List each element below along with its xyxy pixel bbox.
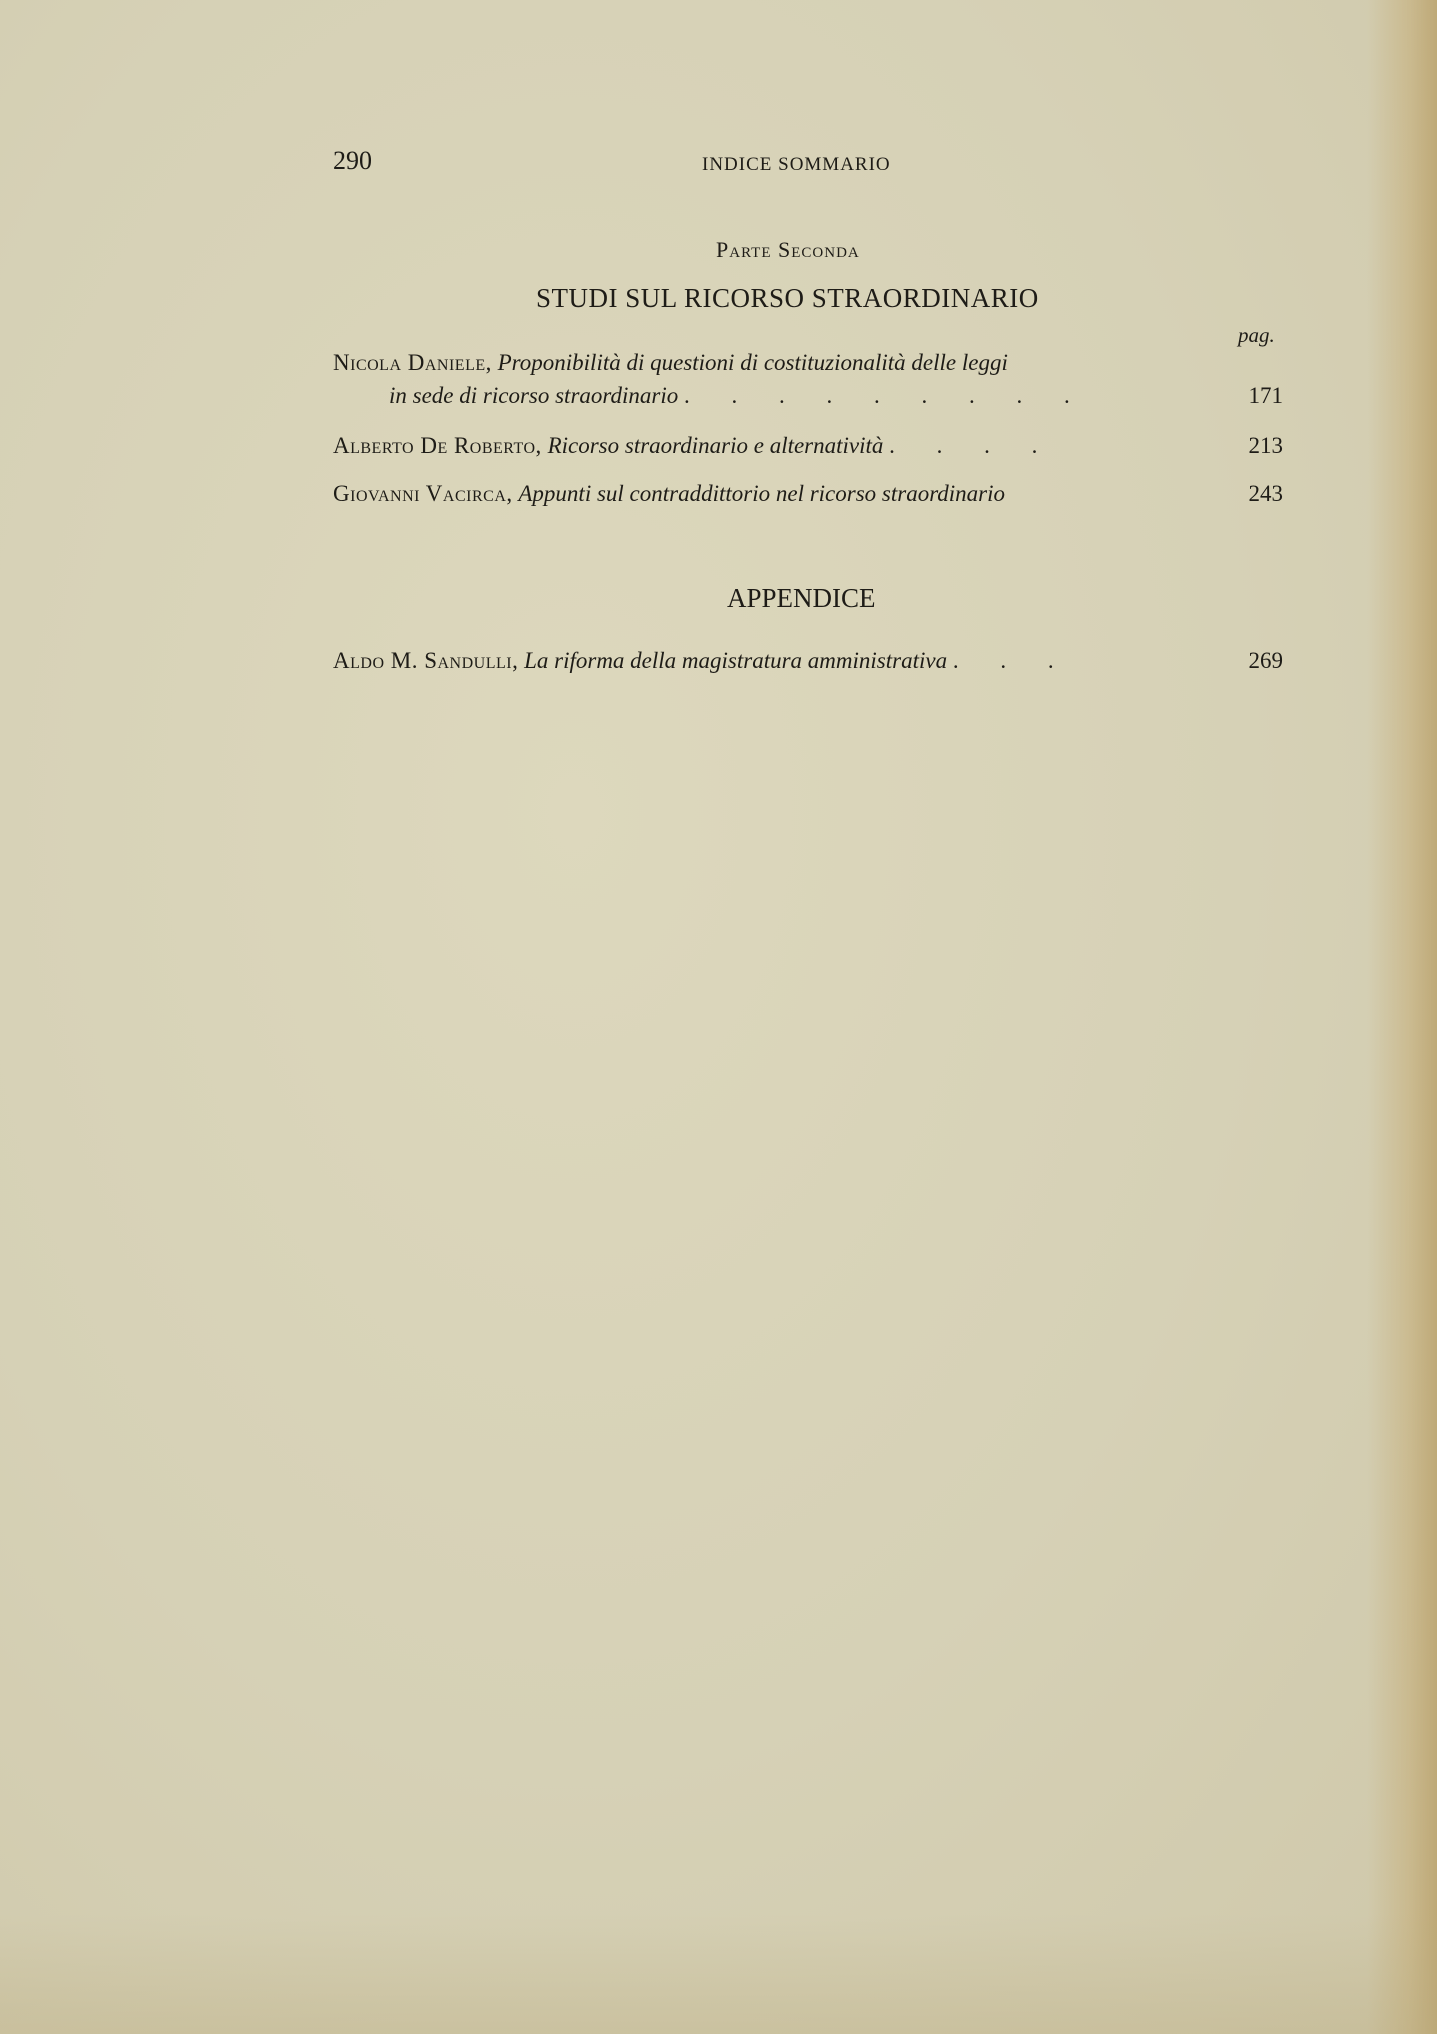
entry-page: 213 — [1248, 433, 1283, 458]
page-number: 290 — [333, 146, 372, 175]
page-edge-shadow — [1367, 0, 1437, 2034]
entry-page: 171 — [1248, 383, 1283, 408]
page-bottom-shadow — [0, 1914, 1437, 2034]
entry-author: Nicola Daniele, — [333, 350, 492, 375]
part-label: Parte Seconda — [716, 237, 860, 262]
toc-entry — [333, 346, 1283, 412]
dot-leaders: . . . . — [889, 433, 1056, 458]
entry-author: Alberto De Roberto, — [333, 433, 542, 458]
entry-title: Ricorso straordinario e alternatività — [547, 433, 884, 458]
entry-title-continued: in sede di ricorso straordinario — [389, 383, 679, 408]
toc-entry-line — [333, 346, 1283, 379]
dot-leaders: . . . . . . . . . — [683, 383, 1088, 408]
toc-entry — [333, 644, 1283, 677]
entry-title: La riforma della magistratura amministrativa — [524, 648, 948, 673]
running-head: INDICE SOMMARIO — [702, 154, 891, 175]
dot-leaders: . . . — [952, 648, 1072, 673]
entry-page: 243 — [1248, 481, 1283, 506]
appendix-title: APPENDICE — [727, 583, 876, 613]
entry-page: 269 — [1248, 648, 1283, 673]
entry-author: Aldo M. Sandulli, — [333, 648, 519, 673]
section-title: STUDI SUL RICORSO STRAORDINARIO — [536, 283, 1039, 313]
entry-title: Appunti sul contraddittorio nel ricorso straordinario — [518, 481, 1006, 506]
entry-title: Proponibilità di questioni di costituzionalità delle leggi — [497, 350, 1008, 375]
pag-label: pag. — [1238, 323, 1275, 347]
toc-entry-line — [333, 379, 1283, 412]
toc-entry — [333, 429, 1283, 462]
toc-entry — [333, 477, 1283, 510]
entry-author: Giovanni Vacirca, — [333, 481, 513, 506]
